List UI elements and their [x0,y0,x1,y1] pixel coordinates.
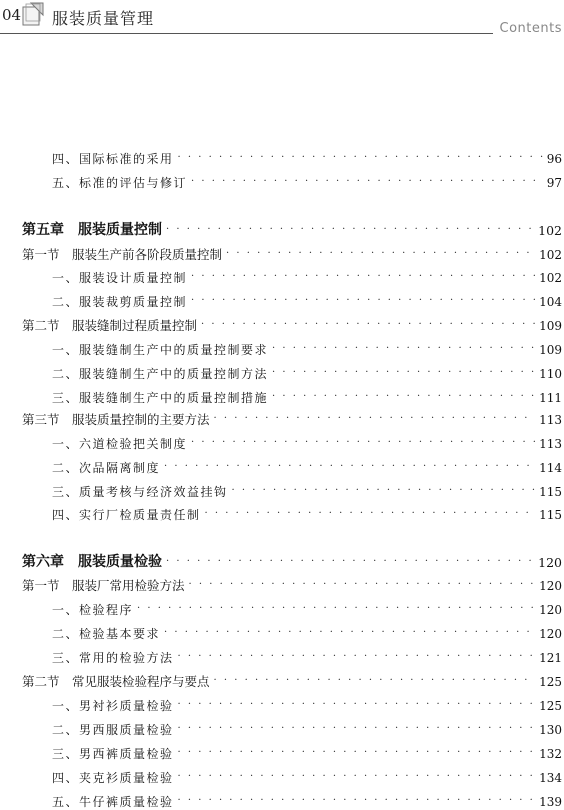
toc-item-entry[interactable] [0,432,564,452]
toc-item-entry[interactable] [0,386,564,406]
toc-entry-page-number: 130 [539,723,562,737]
toc-entry-page-number: 113 [539,437,562,451]
toc-item-entry[interactable] [0,290,564,310]
toc-entry-title: 第二节 服装缝制过程质量控制 [22,318,198,333]
toc-entry-page-number: 120 [539,627,562,641]
toc-entry-title: 五、标准的评估与修订 [52,176,188,190]
toc-entry-title: 第三节 服装质量控制的主要方法 [22,412,210,427]
header-divider [0,33,493,34]
toc-entry-page-number: 120 [539,579,562,593]
toc-item-entry[interactable] [0,338,564,358]
toc-entry-title: 三、常用的检验方法 [52,651,174,665]
toc-entry-title: 二、检验基本要求 [52,627,161,641]
toc-entry-page-number: 121 [539,651,562,665]
dot-leader [191,294,535,308]
toc-entry-title: 一、检验程序 [52,603,134,617]
toc-entry-page-number: 115 [539,508,562,522]
dot-leader [191,436,535,450]
toc-entry-title: 一、服装缝制生产中的质量控制要求 [52,343,269,357]
toc-entry-page-number: 134 [539,771,562,785]
dot-leader [191,270,535,284]
dot-leader [214,674,536,688]
toc-item-entry[interactable] [0,718,564,738]
toc-item-entry[interactable] [0,503,564,523]
toc-item-entry[interactable] [0,742,564,762]
toc-entry-page-number: 113 [539,413,562,427]
toc-entry-page-number: 111 [539,391,562,405]
toc-entry-page-number: 102 [538,223,562,238]
toc-entry-page-number: 114 [539,461,562,475]
page-corner-icon [22,2,44,26]
toc-section-entry[interactable] [0,574,564,594]
toc-section-entry[interactable] [0,314,564,334]
contents-label: Contents [499,21,562,36]
dot-leader [166,555,534,569]
toc-item-entry[interactable] [0,147,564,167]
toc-entry-page-number: 125 [539,675,562,689]
toc-entry-title: 一、男衬衫质量检验 [52,699,174,713]
dot-leader [178,746,536,760]
toc-entry-title: 第六章 服装质量检验 [22,554,162,570]
toc-item-entry[interactable] [0,766,564,786]
toc-entry-page-number: 120 [538,555,562,570]
dot-leader [272,390,535,404]
page-header [0,0,564,44]
toc-section-entry[interactable] [0,408,564,428]
toc-entry-page-number: 102 [539,248,562,262]
toc-entry-title: 第一节 服装厂常用检验方法 [22,578,185,593]
toc-entry-title: 第一节 服装生产前各阶段质量控制 [22,247,223,262]
toc-entry-page-number: 102 [539,271,562,285]
toc-item-entry[interactable] [0,598,564,618]
dot-leader [178,770,536,784]
toc-entry-title: 二、服装缝制生产中的质量控制方法 [52,367,269,381]
toc-item-entry[interactable] [0,456,564,476]
toc-entry-page-number: 97 [546,176,562,190]
dot-leader [272,342,535,356]
toc-item-entry[interactable] [0,171,564,191]
toc-entry-title: 一、服装设计质量控制 [52,271,188,285]
toc-entry-page-number: 139 [539,795,562,809]
toc-entry-title: 第五章 服装质量控制 [22,222,162,238]
toc-item-entry[interactable] [0,266,564,286]
dot-leader [214,412,536,426]
toc-entry-title: 三、服装缝制生产中的质量控制措施 [52,391,269,405]
dot-leader [178,722,536,736]
toc-section-entry[interactable] [0,243,564,263]
toc-entry-title: 二、次品隔离制度 [52,461,161,475]
toc-entry-page-number: 132 [539,747,562,761]
toc-item-entry[interactable] [0,790,564,810]
toc-entry-title: 四、夹克衫质量检验 [52,771,174,785]
dot-leader [272,366,535,380]
toc-entry-title: 一、六道检验把关制度 [52,437,188,451]
dot-leader [201,318,535,332]
dot-leader [226,247,535,261]
dot-leader [178,650,536,664]
toc-item-entry[interactable] [0,694,564,714]
dot-leader [164,626,535,640]
toc-item-entry[interactable] [0,362,564,382]
toc-entry-title: 四、国际标准的采用 [52,152,174,166]
toc-entry-title: 三、质量考核与经济效益挂钩 [52,485,228,499]
toc-entry-title: 二、服装裁剪质量控制 [52,295,188,309]
dot-leader [164,460,535,474]
toc-item-entry[interactable] [0,480,564,500]
toc-entry-page-number: 96 [546,152,562,166]
toc-chapter-entry[interactable] [0,551,564,571]
toc-entry-page-number: 115 [539,485,562,499]
toc-entry-page-number: 109 [539,343,562,357]
dot-leader [178,698,536,712]
toc-entry-page-number: 125 [539,699,562,713]
toc-entry-title: 第二节 常见服装检验程序与要点 [22,674,210,689]
toc-entry-title: 四、实行厂检质量责任制 [52,508,201,522]
toc-item-entry[interactable] [0,622,564,642]
dot-leader [178,151,543,165]
toc-chapter-entry[interactable] [0,219,564,239]
dot-leader [191,175,543,189]
toc-entry-page-number: 104 [539,295,562,309]
book-title: 服装质量管理 [52,9,155,28]
toc-section-entry[interactable] [0,670,564,690]
page-number: 04 [2,6,22,24]
toc-entry-title: 三、男西裤质量检验 [52,747,174,761]
dot-leader [189,578,536,592]
toc-item-entry[interactable] [0,646,564,666]
dot-leader [205,507,536,521]
toc-entry-page-number: 120 [539,603,562,617]
toc-entry-page-number: 110 [539,367,562,381]
toc-entry-title: 二、男西服质量检验 [52,723,174,737]
toc-entry-title: 五、牛仔裤质量检验 [52,795,174,809]
toc-entry-page-number: 109 [539,319,562,333]
dot-leader [137,602,535,616]
dot-leader [232,484,536,498]
dot-leader [166,223,534,237]
dot-leader [178,794,536,808]
